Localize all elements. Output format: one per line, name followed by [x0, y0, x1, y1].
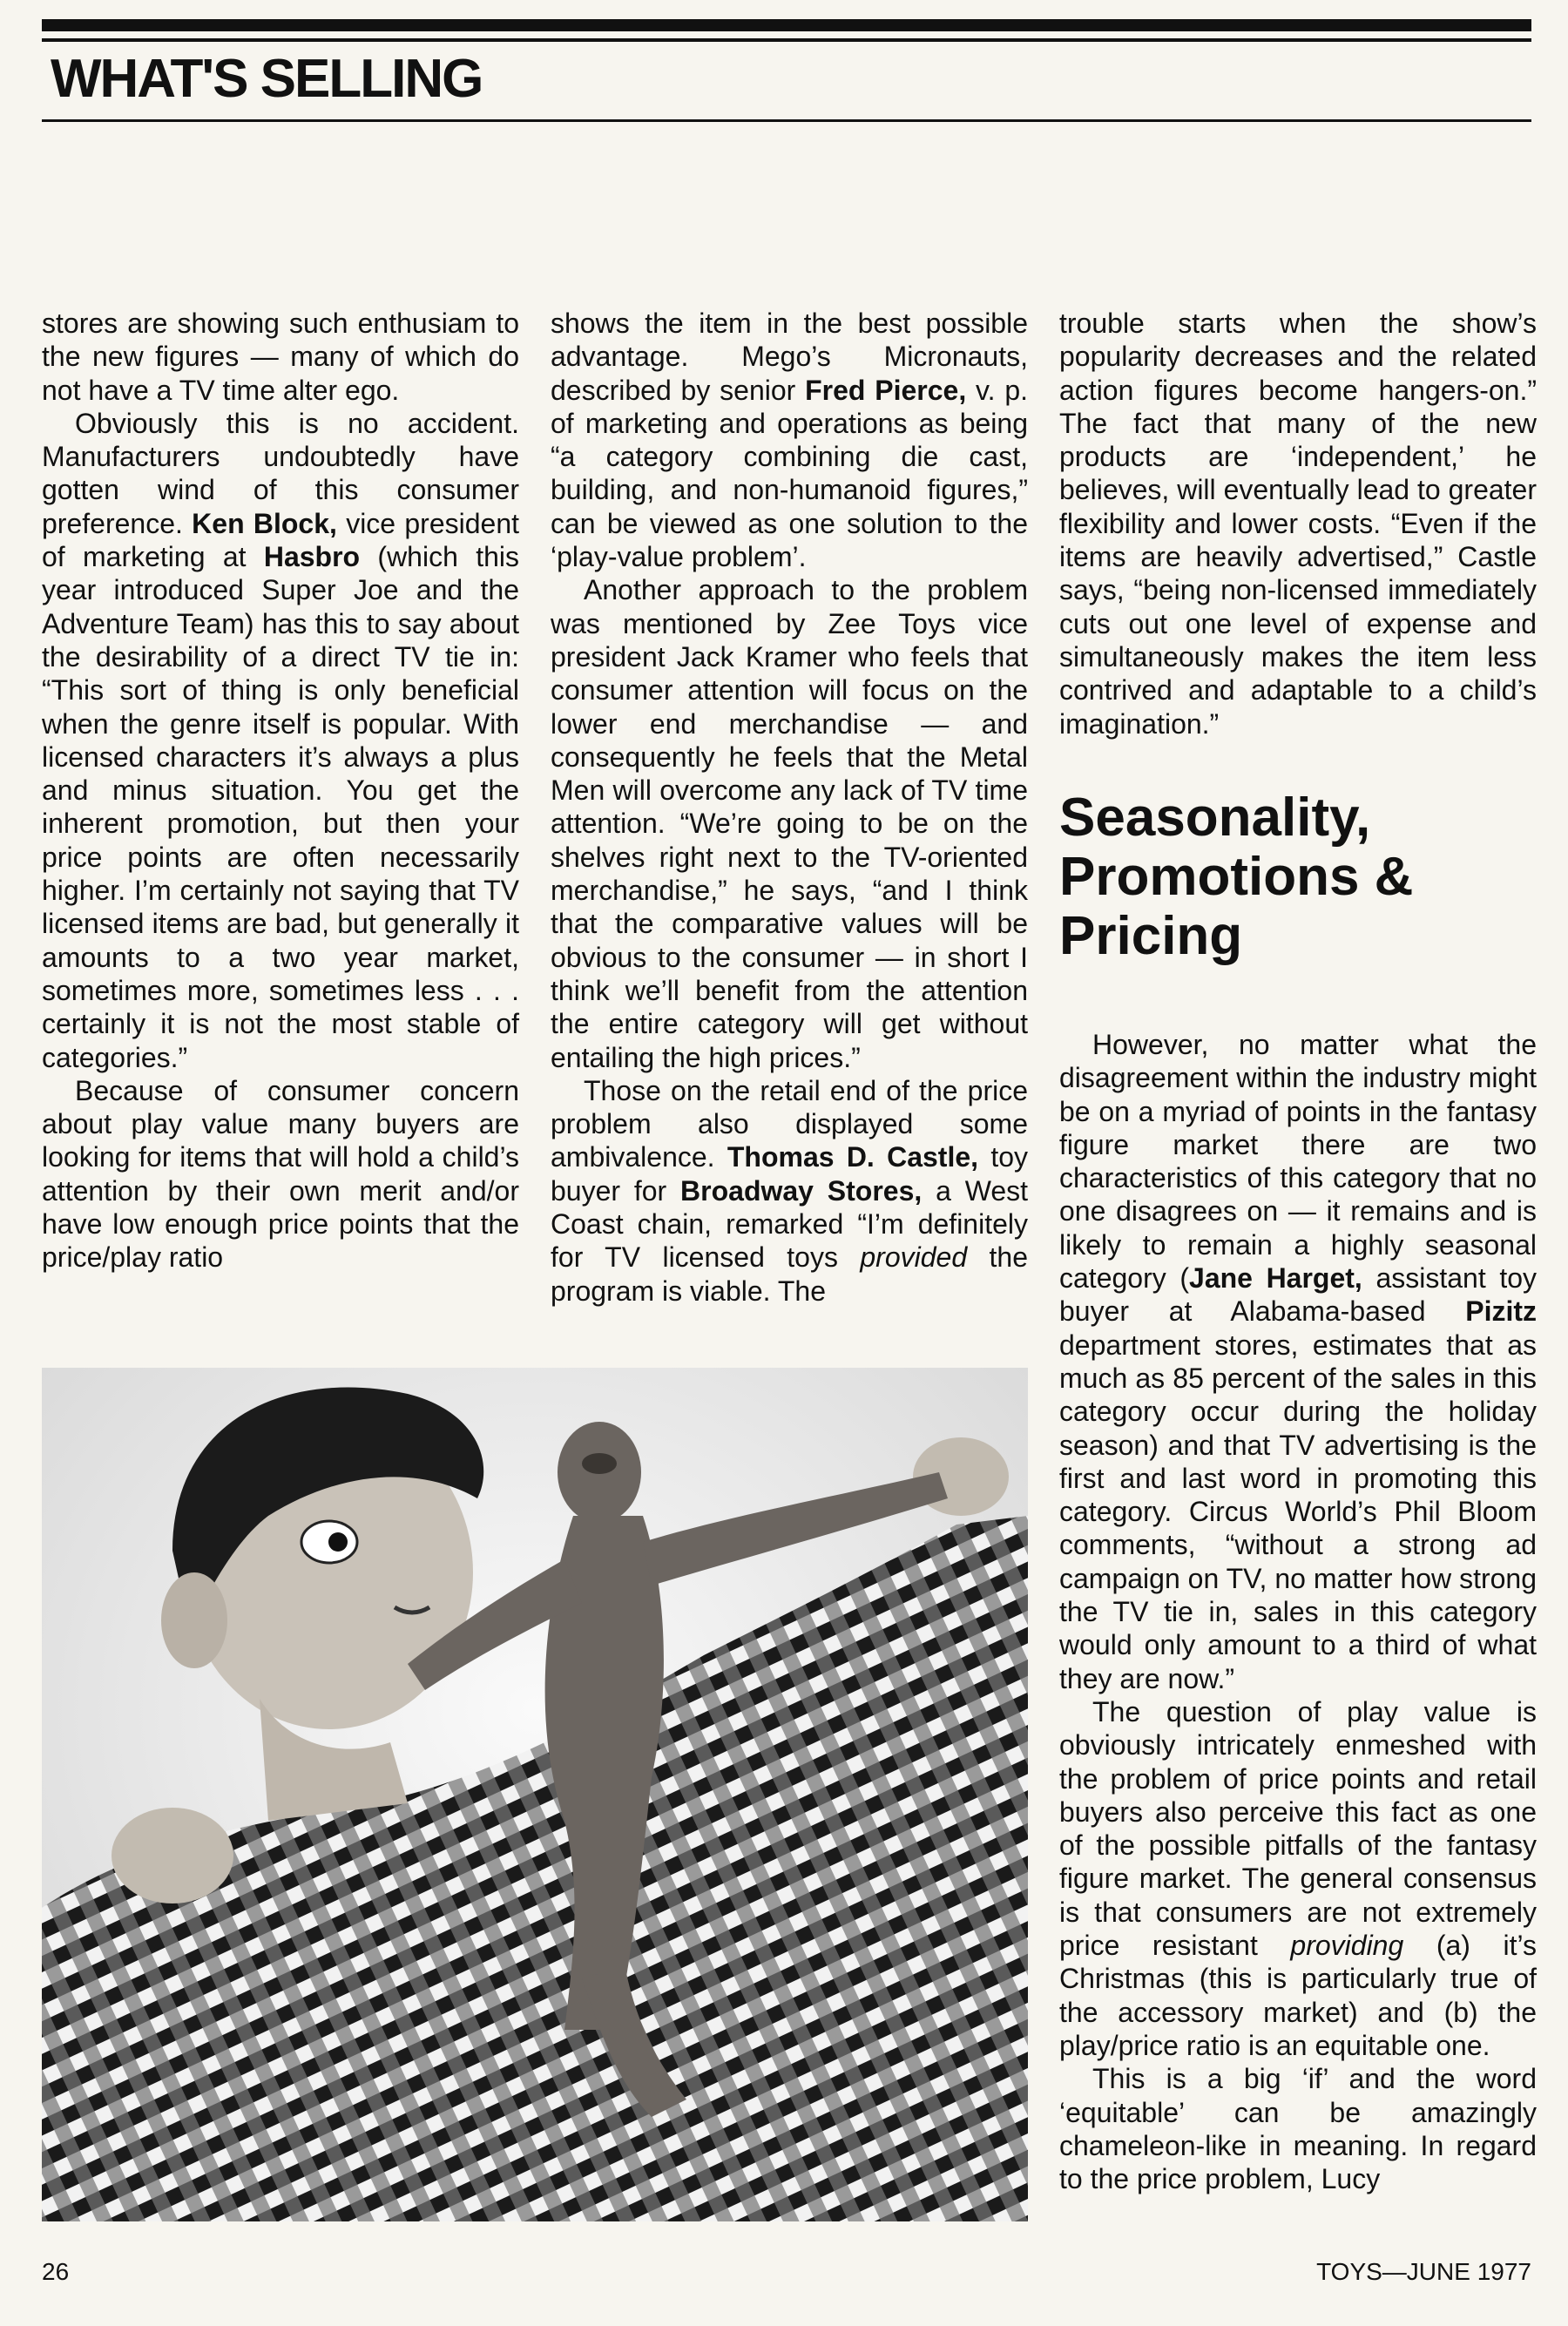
paragraph: shows the item in the best possible advantage. Mego’s Micronauts, described by senior Fred Pierce, v. p. of marketing and operations as being “a category combining die cast, building, and non-humanoid figures,” can be viewed as one solution to the ‘play-value problem’.: [551, 308, 1028, 573]
bold-name: Hasbro: [263, 541, 361, 573]
photo-boy-with-toy-figure: [42, 1368, 1028, 2221]
top-rule-thin: [42, 38, 1531, 42]
paragraph: stores are showing such enthusiam to the new figures — many of which do not have a TV time alter ego.: [42, 308, 519, 406]
bold-name: Broadway Stores,: [680, 1174, 923, 1207]
subheading: Seasonality, Promotions & Pricing: [1059, 788, 1414, 966]
article-column-3: [1059, 307, 1537, 740]
bold-name: Ken Block,: [192, 507, 337, 539]
issue-line: TOYS—JUNE 1977: [1316, 2258, 1531, 2285]
article-column-1: [42, 307, 519, 1275]
bold-name: Jane Harget,: [1189, 1262, 1362, 1295]
page-number: 26: [42, 2258, 70, 2285]
bold-name: Fred Pierce,: [805, 374, 967, 406]
italic-word: provided: [860, 1241, 968, 1274]
boy-hand-left: [112, 1808, 233, 1903]
header-underline: [42, 119, 1531, 122]
article-column-3-continued: [1059, 1028, 1537, 2195]
paragraph: This is a big ‘if’ and the word ‘equitable’ can be amazingly chameleon-like in meaning. In regard to the price problem, Lucy: [1059, 2063, 1537, 2195]
article-column-2: [551, 307, 1028, 1308]
paragraph: Another approach to the problem was mentioned by Zee Toys vice president Jack Kramer who feels that consumer attention will focus on the lower end merchandise — and consequently he feels that the Metal Men will overcome any lack of TV time attention. “We’re going to be on the shelves right next to the TV-oriented merchandise,” he says, “and I think that the comparative values will be obvious to the consumer — in short I think we’ll benefit from the attention the entire category will get without entailing the high prices.”: [551, 574, 1028, 1073]
paragraph: Obviously this is no accident. Manufacturers undoubtedly have gotten wind of this consumer preference. Ken Block, vice president of marketing at Hasbro (which this year introduced Super Joe and the Adventure Team) has this to say about the desirability of a direct TV tie in: “This sort of thing is only beneficial when the genre itself is popular. With licensed characters it’s always a plus and minus situation. You get the inherent promotion, but then your price points are often necessarily higher. I’m certainly not saying that TV licensed items are bad, but generally it amounts to a two year market, sometimes more, sometimes less . . . certainly it is not the most stable of categories.”: [42, 407, 520, 1073]
paragraph: However, no matter what the disagreement within the industry might be on a myriad of points in the fantasy figure market there are two characteristics of this category that no one disagrees on — it remains and is likely to remain a highly seasonal category (Jane Harget, assistant toy buyer at Alabama-based Pizitz department stores, estimates that as much as 85 percent of the sales in this category occur during the holiday season) and that TV advertising is the first and last word in promoting this category. Circus World’s Phil Bloom comments, “without a strong ad campaign on TV, no matter how strong the TV tie in, sales in this category would only amount to a third of what they are now.”: [1059, 1029, 1538, 1694]
top-rule-thick: [42, 19, 1531, 31]
paragraph: The question of play value is obviously intricately enmeshed with the problem of price points and retail buyers also perceive this fact as one of the possible pitfalls of the fantasy figure market. The general consensus is that consumers are not extremely price resistant providing (a) it’s Christmas (this is particularly true of the accessory market) and (b) the play/price ratio is an equitable one.: [1059, 1695, 1538, 2061]
bold-name: Thomas D. Castle,: [727, 1141, 979, 1173]
boy-ear: [161, 1572, 227, 1668]
paragraph: Those on the retail end of the price problem also displayed some ambivalence. Thomas D. Castle, toy buyer for Broadway Stores, a West Coast chain, remarked “I’m definitely for TV licensed toys provided the program is viable. The: [551, 1074, 1029, 1307]
italic-word: providing: [1290, 1930, 1404, 1962]
section-title: WHAT'S SELLING: [51, 49, 483, 109]
bold-name: Pizitz: [1465, 1295, 1537, 1328]
paragraph: Because of consumer concern about play value many buyers are looking for items that will hold a child’s attention by their own merit and/or have low enough price points that the price/play ratio: [42, 1074, 519, 1274]
paragraph: trouble starts when the show’s popularity decreases and the related action figures become hangers-on.” The fact that many of the new products are ‘independent,’ he believes, will eventually lead to greater flexibility and lower costs. “Even if the items are heavily advertised,” Castle says, “being non-licensed immediately cuts out one level of expense and simultaneously makes the item less contrived and adaptable to a child’s imagination.”: [1059, 308, 1537, 740]
